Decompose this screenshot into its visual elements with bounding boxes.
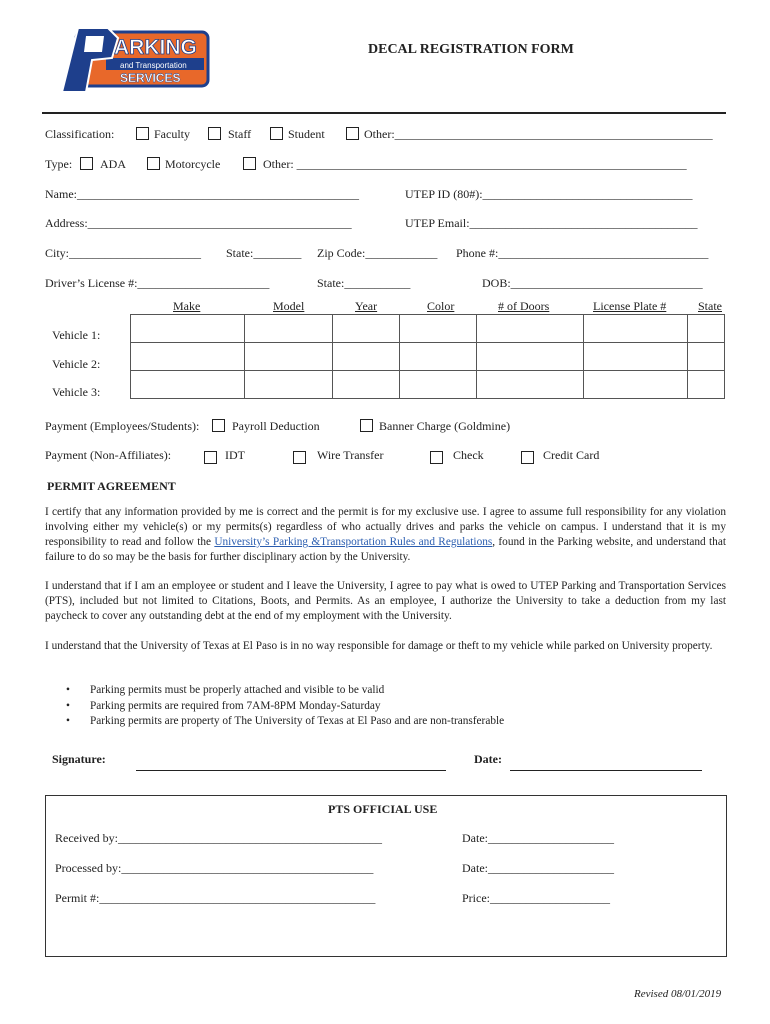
drivers-license-field[interactable]: Driver’s License #:______________________ — [45, 276, 270, 290]
state-field[interactable]: State:________ — [226, 246, 302, 260]
vehicle-row-3 — [131, 371, 725, 399]
vehicle-cell[interactable] — [245, 315, 333, 343]
vehicle-cell[interactable] — [333, 315, 400, 343]
idt-checkbox[interactable] — [204, 451, 217, 464]
vehicle-row-2 — [131, 343, 725, 371]
rules-regulations-link[interactable]: University’s Parking &Transportation Rules and Regulations — [214, 536, 493, 548]
type-label: Type: — [45, 157, 73, 171]
payment-employees-label: Payment (Employees/Students): — [45, 419, 200, 433]
vehicle-cell[interactable] — [333, 371, 400, 399]
banner-charge-label: Banner Charge (Goldmine) — [379, 419, 511, 433]
other-classification-checkbox[interactable] — [346, 127, 359, 140]
header-make: Make — [173, 299, 201, 313]
vehicle-cell[interactable] — [245, 371, 333, 399]
credit-card-label: Credit Card — [543, 448, 600, 462]
other-classification-field[interactable]: Other:_____________________________________________________ — [364, 127, 713, 141]
payroll-deduction-label: Payroll Deduction — [232, 419, 320, 433]
utep-id-field[interactable]: UTEP ID (80#):___________________________________ — [405, 187, 693, 201]
payment-non-affiliates-label: Payment (Non-Affiliates): — [45, 448, 172, 462]
address-field[interactable]: Address:____________________________________________ — [45, 216, 352, 230]
agreement-paragraph-3: I understand that the University of Texas at El Paso is in no way responsible for damage or theft to my vehicle while parked on University property. — [45, 640, 713, 652]
bullet-icon: • — [66, 700, 70, 712]
form-title: DECAL REGISTRATION FORM — [368, 42, 574, 57]
agreement-p1-text-end: , found in the Parking website, and understand that failure to do so may be the basis for further disciplinary action by the University. — [45, 536, 726, 563]
vehicle-1-label: Vehicle 1: — [52, 328, 101, 342]
utep-email-field[interactable]: UTEP Email:______________________________________ — [405, 216, 698, 230]
zip-code-field[interactable]: Zip Code:____________ — [317, 246, 438, 260]
bullet-icon: • — [66, 715, 70, 727]
logo-word1: ARKING — [114, 36, 197, 59]
vehicle-cell[interactable] — [688, 371, 725, 399]
received-by-field[interactable]: Received by:____________________________________________ — [55, 831, 382, 845]
vehicle-cell[interactable] — [477, 371, 584, 399]
vehicle-cell[interactable] — [584, 371, 688, 399]
wire-transfer-checkbox[interactable] — [293, 451, 306, 464]
processed-date-field[interactable]: Date:_____________________ — [462, 861, 614, 875]
banner-charge-checkbox[interactable] — [360, 419, 373, 432]
vehicle-cell[interactable] — [131, 371, 245, 399]
bullet-item-2: Parking permits are required from 7AM-8PM Monday-Saturday — [90, 700, 381, 712]
vehicle-cell[interactable] — [477, 343, 584, 371]
faculty-checkbox[interactable] — [136, 127, 149, 140]
vehicle-cell[interactable] — [245, 343, 333, 371]
header-state: State — [698, 299, 722, 313]
revised-date: Revised 08/01/2019 — [634, 988, 722, 1000]
header-year: Year — [355, 299, 378, 313]
vehicle-cell[interactable] — [400, 371, 477, 399]
header-license-plate: License Plate # — [593, 299, 667, 313]
check-checkbox[interactable] — [430, 451, 443, 464]
ada-checkbox[interactable] — [80, 157, 93, 170]
header-divider — [42, 112, 726, 114]
vehicle-2-label: Vehicle 2: — [52, 357, 101, 371]
permit-agreement-heading: PERMIT AGREEMENT — [47, 479, 176, 493]
header-model: Model — [273, 299, 305, 313]
payroll-deduction-checkbox[interactable] — [212, 419, 225, 432]
header-doors: # of Doors — [498, 299, 550, 313]
parking-services-logo — [56, 24, 212, 96]
vehicle-row-1 — [131, 315, 725, 343]
bullet-item-3: Parking permits are property of The University of Texas at El Paso and are non-transferable — [90, 715, 505, 727]
motorcycle-label: Motorcycle — [165, 157, 221, 171]
vehicle-3-label: Vehicle 3: — [52, 385, 101, 399]
permit-number-field[interactable]: Permit #:______________________________________________ — [55, 891, 376, 905]
logo-word3: SERVICES — [120, 71, 181, 85]
motorcycle-checkbox[interactable] — [147, 157, 160, 170]
agreement-paragraph-1 — [45, 505, 726, 565]
vehicle-cell[interactable] — [131, 343, 245, 371]
vehicle-cell[interactable] — [584, 343, 688, 371]
header-color: Color — [427, 299, 455, 313]
check-label: Check — [453, 448, 484, 462]
vehicle-table — [130, 314, 725, 399]
date-label: Date: — [474, 752, 502, 766]
vehicle-cell[interactable] — [688, 343, 725, 371]
credit-card-checkbox[interactable] — [521, 451, 534, 464]
vehicle-cell[interactable] — [688, 315, 725, 343]
vehicle-cell[interactable] — [400, 315, 477, 343]
vehicle-cell[interactable] — [131, 315, 245, 343]
processed-by-field[interactable]: Processed by:__________________________________________ — [55, 861, 374, 875]
student-label: Student — [288, 127, 325, 141]
price-field[interactable]: Price:____________________ — [462, 891, 610, 905]
date-line[interactable] — [510, 770, 702, 771]
faculty-label: Faculty — [154, 127, 190, 141]
vehicle-cell[interactable] — [584, 315, 688, 343]
bullet-item-1: Parking permits must be properly attached and visible to be valid — [90, 684, 385, 696]
vehicle-cell[interactable] — [400, 343, 477, 371]
ada-label: ADA — [100, 157, 126, 171]
pts-official-use-box — [45, 795, 727, 957]
agreement-p1-text: I certify that any information provided by me is correct and the permit is for my exclusive use. I agree to assume full responsibility for any violation involving either my vehicle(s) or my permits(s) regardless of who actually drives and parks the vehicle on campus. I understand that it is my responsibility to read and follow the — [45, 506, 726, 548]
logo-word2: and Transportation — [120, 61, 187, 70]
bullet-icon: • — [66, 684, 70, 696]
name-field[interactable]: Name:_______________________________________________ — [45, 187, 359, 201]
received-date-field[interactable]: Date:_____________________ — [462, 831, 614, 845]
vehicle-cell[interactable] — [477, 315, 584, 343]
idt-label: IDT — [225, 448, 245, 462]
phone-field[interactable]: Phone #:___________________________________ — [456, 246, 709, 260]
city-field[interactable]: City:______________________ — [45, 246, 202, 260]
signature-label: Signature: — [52, 752, 106, 766]
staff-label: Staff — [228, 127, 252, 141]
license-state-field[interactable]: State:___________ — [317, 276, 411, 290]
other-type-field[interactable]: Other: _________________________________________________________________ — [263, 157, 687, 171]
signature-line[interactable] — [136, 770, 446, 771]
wire-transfer-label: Wire Transfer — [317, 448, 384, 462]
vehicle-cell[interactable] — [333, 343, 400, 371]
dob-field[interactable]: DOB:________________________________ — [482, 276, 703, 290]
classification-label: Classification: — [45, 127, 115, 141]
other-type-checkbox[interactable] — [243, 157, 256, 170]
staff-checkbox[interactable] — [208, 127, 221, 140]
official-use-title: PTS OFFICIAL USE — [328, 802, 438, 816]
agreement-paragraph-2: I understand that if I am an employee or student and I leave the University, I agree to pay what is owed to UTEP Parking and Transportation Services (PTS), included but not limited to Citations, Boots, and Permits. As an employee, I authorize the University to take a deduction from my last paycheck to cover any outstanding debt at the end of my employment with the University. — [45, 580, 726, 622]
student-checkbox[interactable] — [270, 127, 283, 140]
